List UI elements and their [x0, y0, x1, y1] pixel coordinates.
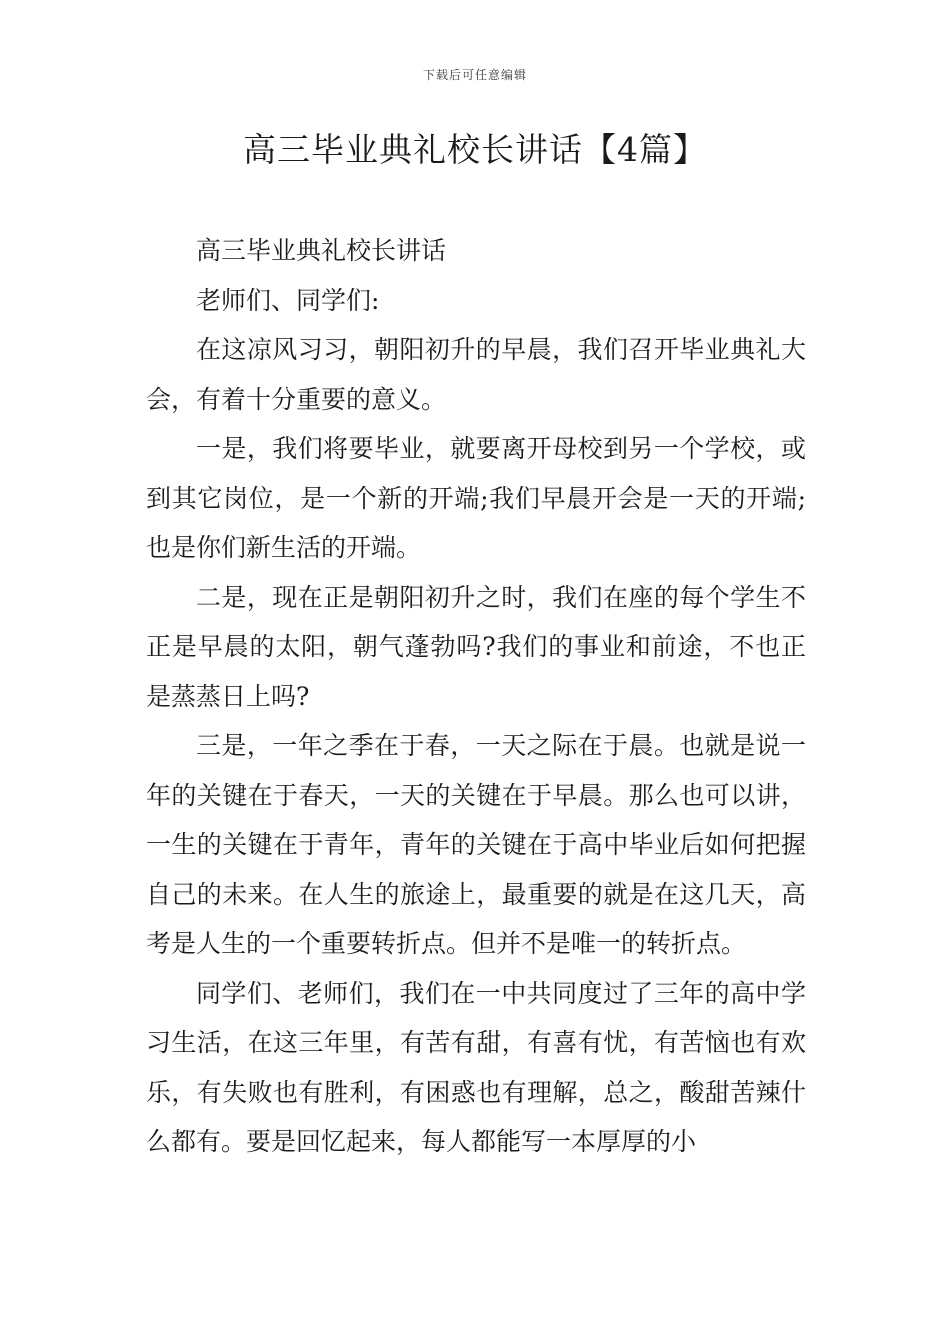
document-body: [146, 226, 806, 1167]
paragraph: 三是，一年之季在于春，一天之际在于晨。也就是说一年的关键在于春天，一天的关键在于早晨。那么也可以讲，一生的关键在于青年，青年的关键在于高中毕业后如何把握自己的未来。在人生的旅途上，最重要的就是在这几天，高考是人生的一个重要转折点。但并不是唯一的转折点。: [146, 731, 806, 958]
download-note: 下载后可任意编辑: [422, 68, 527, 82]
paragraph-heading: 高三毕业典礼校长讲话: [196, 236, 447, 265]
paragraph-greeting: 老师们、同学们:: [196, 285, 380, 315]
paragraph: 二是，现在正是朝阳初升之时，我们在座的每个学生不正是早晨的太阳，朝气蓬勃吗?我们的事业和前途，不也正是蒸蒸日上吗?: [146, 582, 806, 711]
paragraph: 一是，我们将要毕业，就要离开母校到另一个学校，或到其它岗位，是一个新的开端;我们早晨开会是一天的开端;也是你们新生活的开端。: [146, 434, 806, 562]
paragraph: 同学们、老师们，我们在一中共同度过了三年的高中学习生活，在这三年里，有苦有甜，有喜有忧，有苦恼也有欢乐，有失败也有胜利，有困惑也有理解，总之，酸甜苦辣什么都有。要是回忆起来，每人都能写一本厚厚的小: [146, 978, 806, 1156]
paragraph: 在这凉风习习，朝阳初升的早晨，我们召开毕业典礼大会，有着十分重要的意义。: [146, 335, 806, 414]
document-title: 高三毕业典礼校长讲话【4篇】: [243, 130, 707, 169]
